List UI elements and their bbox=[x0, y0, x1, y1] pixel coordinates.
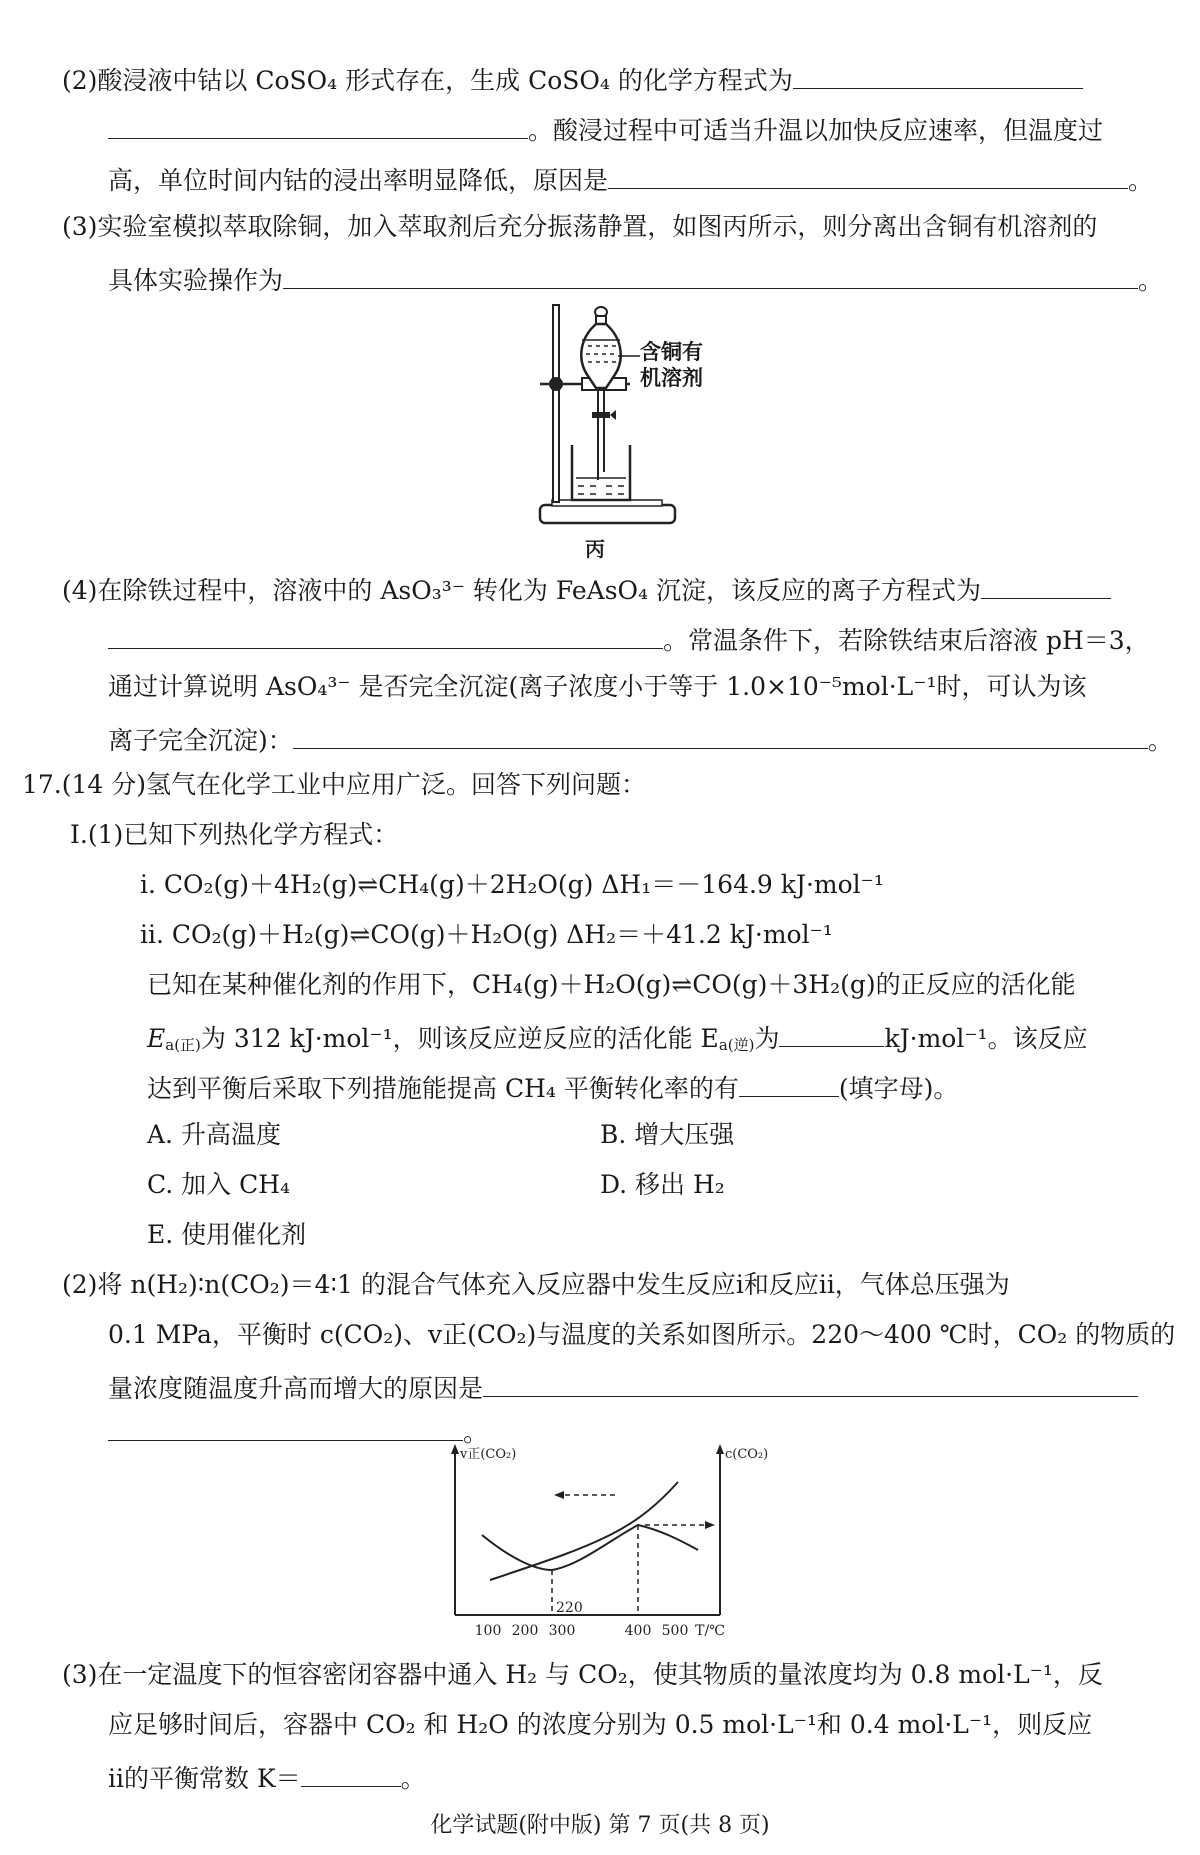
q16-p4-text2: 。常温条件下，若除铁结束后溶液 pH＝3， bbox=[663, 626, 1150, 655]
x-tick-500: 500 bbox=[661, 1623, 689, 1639]
period: 。 bbox=[1138, 266, 1164, 295]
q16-p3-text1: (3)实验室模拟萃取除铜，加入萃取剂后充分振荡静置，如图丙所示，则分离出含铜有机溶剂的 bbox=[62, 212, 1098, 241]
period: 。 bbox=[1147, 726, 1173, 755]
answer-blank[interactable] bbox=[108, 1412, 463, 1441]
q17-p3-line2: 应足够时间后，容器中 CO₂ 和 H₂O 的浓度分别为 0.5 mol·L⁻¹和 0.4 mol·L⁻¹，则反应 bbox=[108, 1710, 1093, 1739]
q16-p2-text3: 高，单位时间内钴的浸出率明显降低，原因是 bbox=[108, 166, 609, 195]
period: 。 bbox=[463, 1418, 489, 1447]
q16-p4-line3 bbox=[108, 670, 1086, 704]
q17-l1: 已知在某种催化剂的作用下，CH₄(g)＋H₂O(g)⇌CO(g)＋3H₂(g)的正反应的活化能 bbox=[147, 970, 1076, 999]
option-b[interactable]: B. 增大压强 bbox=[600, 1120, 735, 1149]
q17-l3-text: 达到平衡后采取下列措施能提高 CH₄ 平衡转化率的有 bbox=[147, 1074, 739, 1103]
x-tick-400: 400 bbox=[624, 1623, 652, 1639]
q17-l2 bbox=[147, 1018, 1088, 1052]
q17-part1: Ⅰ.(1)已知下列热化学方程式： bbox=[70, 820, 399, 849]
q17-p3-text3: ⅱ的平衡常数 K＝ bbox=[108, 1764, 301, 1793]
c-co2-curve bbox=[482, 1525, 698, 1570]
answer-blank[interactable] bbox=[608, 160, 1128, 189]
option-c[interactable]: C. 加入 CH₄ bbox=[147, 1170, 291, 1199]
answer-blank[interactable] bbox=[981, 570, 1111, 599]
q16-p2-text1: (2)酸浸液中钴以 CoSO₄ 形式存在，生成 CoSO₄ 的化学方程式为 bbox=[62, 66, 793, 95]
marker-220: 220 bbox=[556, 1600, 583, 1616]
beaker bbox=[572, 445, 630, 500]
q17-p2-line4 bbox=[108, 1412, 488, 1446]
answer-blank[interactable] bbox=[283, 260, 1138, 289]
q17-p3-line1: (3)在一定温度下的恒容密闭容器中通入 H₂ 与 CO₂，使其物质的量浓度均为 0.8 mol·L⁻¹，反 bbox=[62, 1660, 1103, 1689]
q16-p2-line2 bbox=[108, 110, 1103, 144]
q16-p4-text1: (4)在除铁过程中，溶液中的 AsO₃³⁻ 转化为 FeAsO₄ 沉淀，该反应的离子方程式为 bbox=[62, 576, 981, 605]
q16-p3-text2: 具体实验操作为 bbox=[108, 266, 284, 295]
answer-blank[interactable] bbox=[793, 60, 1083, 89]
q17-l3 bbox=[147, 1068, 958, 1102]
option-a[interactable]: A. 升高温度 bbox=[147, 1120, 281, 1149]
page-footer: 化学试题(附中版) 第 7 页(共 8 页) bbox=[430, 1813, 770, 1838]
q16-p4-line2 bbox=[108, 620, 1150, 654]
stand-rod bbox=[553, 305, 559, 502]
q17-l2-text2: 为 bbox=[754, 1024, 780, 1053]
v-forward-curve bbox=[490, 1482, 678, 1580]
y-left-label: v正(CO₂) bbox=[460, 1447, 517, 1462]
q17-p2-line3 bbox=[108, 1368, 1138, 1402]
figure-label-organic-2: 机溶剂 bbox=[640, 365, 703, 390]
answer-blank[interactable] bbox=[301, 1758, 401, 1787]
option-e[interactable]: E. 使用催化剂 bbox=[147, 1220, 307, 1249]
q17-l3-text2: (填字母)。 bbox=[838, 1074, 959, 1103]
q16-p4-text3: 通过计算说明 AsO₄³⁻ 是否完全沉淀(离子浓度小于等于 1.0×10⁻⁵mol·L⁻¹时，可认为该 bbox=[108, 672, 1087, 701]
temperature-graph bbox=[440, 1440, 780, 1640]
figure-caption-bing: 丙 bbox=[585, 537, 605, 561]
x-tick-300: 300 bbox=[548, 1623, 576, 1639]
subscript: a(正) bbox=[165, 1036, 201, 1054]
q16-p3-line2 bbox=[108, 260, 1163, 294]
answer-blank[interactable] bbox=[779, 1018, 884, 1047]
x-tick-200: 200 bbox=[511, 1623, 539, 1639]
q16-p2-text2: 。酸浸过程中可适当升温以加快反应速率，但温度过 bbox=[528, 116, 1104, 145]
figure-label-organic-1: 含铜有 bbox=[640, 339, 703, 364]
q16-p2-line1 bbox=[62, 60, 1083, 94]
q17-l2-text3: kJ·mol⁻¹。该反应 bbox=[884, 1024, 1088, 1053]
q17-l2-text: 为 312 kJ·mol⁻¹，则该反应逆反应的活化能 E bbox=[200, 1024, 719, 1053]
answer-blank[interactable] bbox=[483, 1368, 1138, 1397]
answer-blank[interactable] bbox=[293, 720, 1148, 749]
q17-p2-line2: 0.1 MPa，平衡时 c(CO₂)、v正(CO₂)与温度的关系如图所示。220～400 ℃时，CO₂ 的物质的 bbox=[108, 1320, 1176, 1349]
q17-header: 17.(14 分)氢气在化学工业中应用广泛。回答下列问题： bbox=[22, 770, 647, 799]
symbol-E: E bbox=[147, 1024, 166, 1053]
q16-p4-line1 bbox=[62, 570, 1111, 604]
q17-eq1: ⅰ. CO₂(g)＋4H₂(g)⇌CH₄(g)＋2H₂O(g) ΔH₁＝－164.9 kJ·mol⁻¹ bbox=[140, 870, 884, 899]
q17-p2-line1: (2)将 n(H₂)∶n(CO₂)＝4∶1 的混合气体充入反应器中发生反应ⅰ和反应ⅱ，气体总压强为 bbox=[62, 1270, 1010, 1299]
subscript: a(逆) bbox=[718, 1036, 755, 1054]
q16-p3-line1 bbox=[62, 210, 1097, 244]
stand-base bbox=[540, 505, 675, 523]
x-axis-label: T/℃ bbox=[695, 1623, 725, 1639]
q16-p4-line4 bbox=[108, 720, 1173, 754]
period: 。 bbox=[400, 1764, 426, 1793]
option-d[interactable]: D. 移出 H₂ bbox=[600, 1170, 725, 1199]
answer-blank[interactable] bbox=[739, 1068, 839, 1097]
q17-eq2: ⅱ. CO₂(g)＋H₂(g)⇌CO(g)＋H₂O(g) ΔH₂＝＋41.2 kJ·mol⁻¹ bbox=[140, 920, 833, 949]
answer-blank[interactable] bbox=[108, 110, 528, 139]
answer-blank[interactable] bbox=[108, 620, 663, 649]
q17-p2-text3: 量浓度随温度升高而增大的原因是 bbox=[108, 1374, 484, 1403]
q17-p3-line3 bbox=[108, 1758, 426, 1792]
q16-p2-line3 bbox=[108, 160, 1153, 194]
x-tick-100: 100 bbox=[474, 1623, 502, 1639]
y-right-label: c(CO₂) bbox=[725, 1447, 769, 1462]
period: 。 bbox=[1128, 166, 1154, 195]
q16-p4-text4: 离子完全沉淀)： bbox=[108, 726, 293, 755]
